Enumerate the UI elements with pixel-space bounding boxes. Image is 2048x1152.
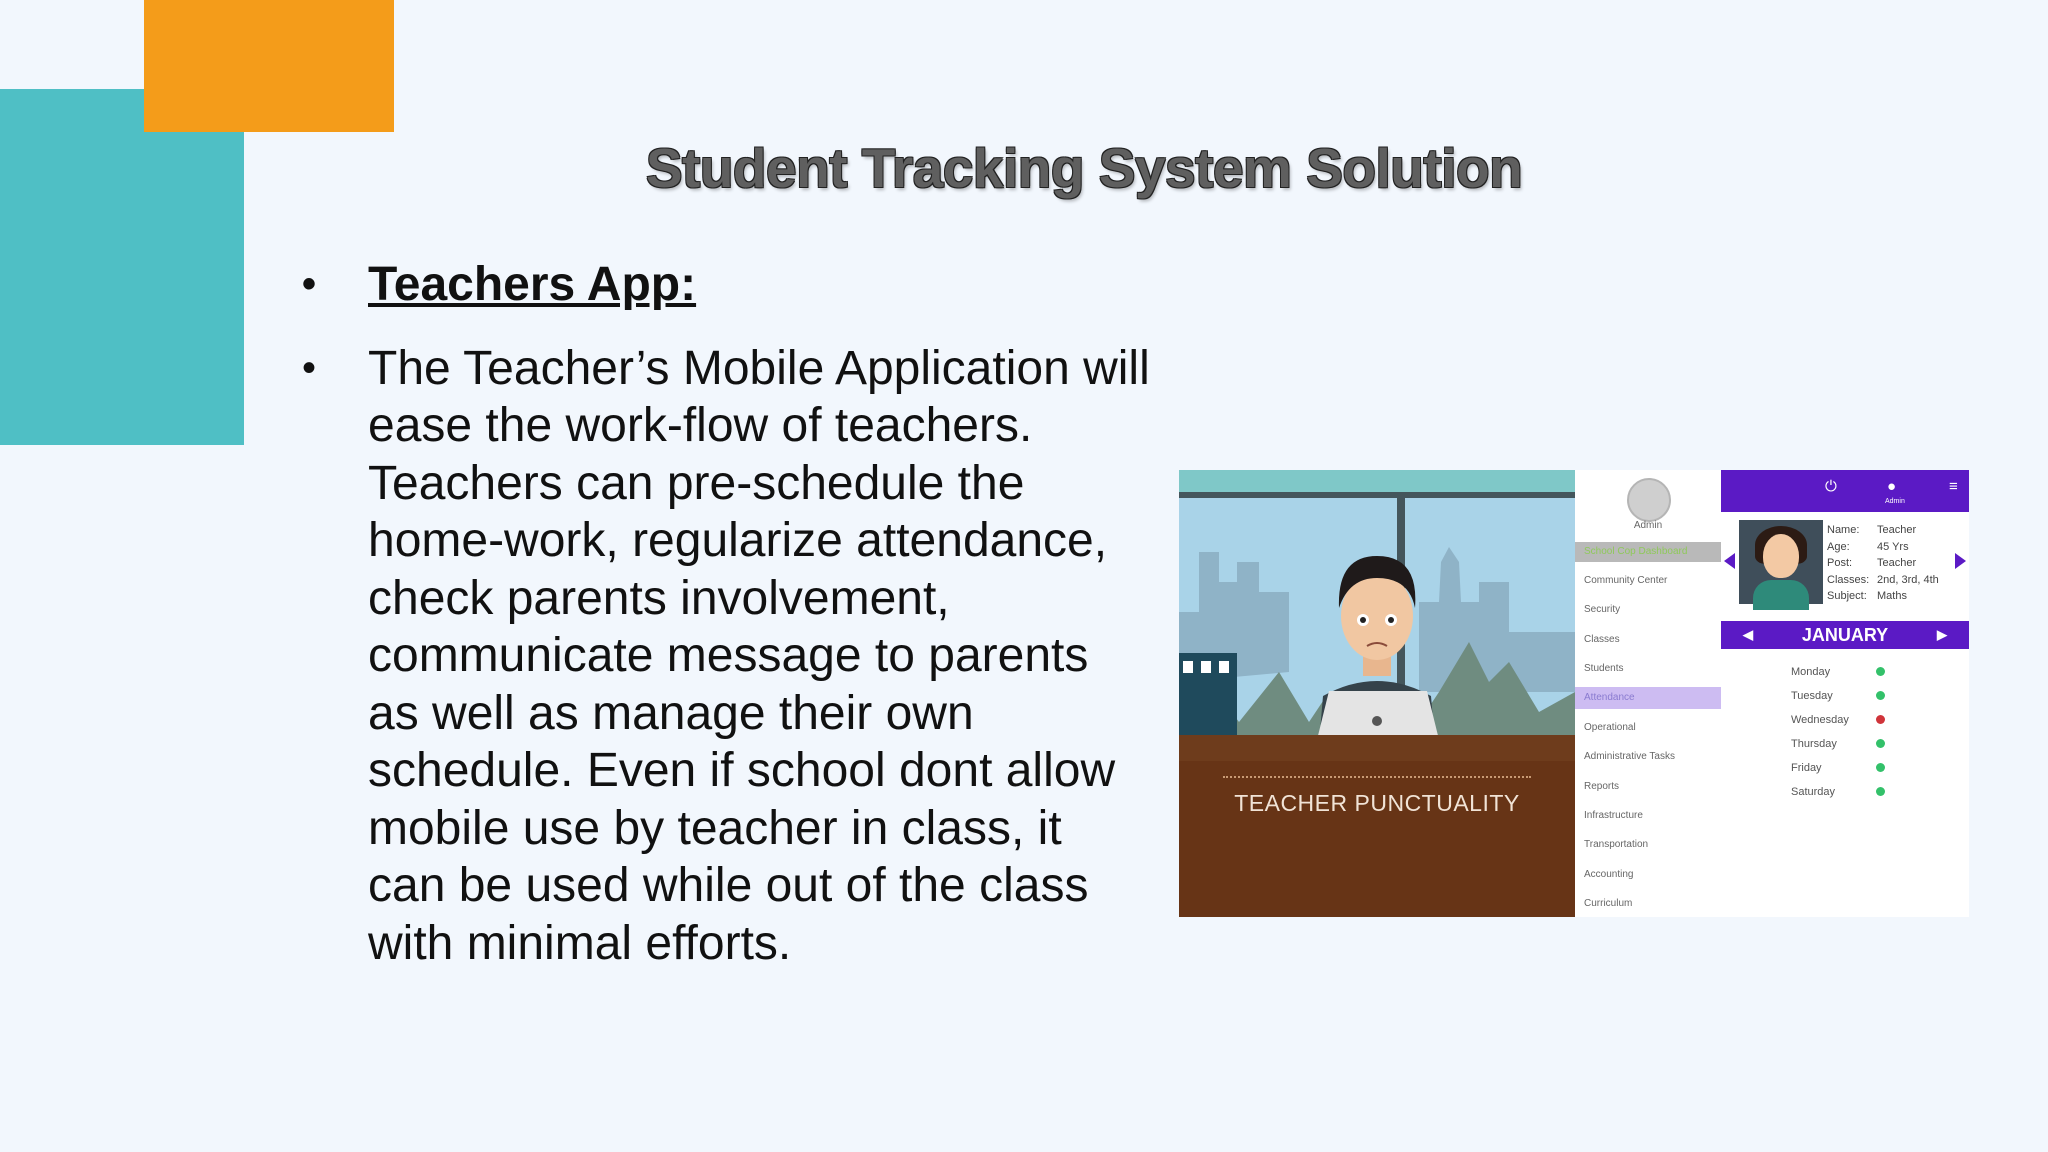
next-arrow-icon[interactable] (1955, 553, 1966, 569)
desk-top (1179, 735, 1575, 761)
topbar-admin-label: Admin (1885, 498, 1905, 505)
sidebar-item-students[interactable]: Students (1584, 662, 1624, 674)
bullet-body: The Teacher’s Mobile Application will ease the work-flow of teachers. Teachers can pre-schedule the home-work, regularize attendance, check parents involvement, communicate message to parents as well as manage their own schedule. Even if school dont allow mobile use by teacher in class, it can be used while out of the class with minimal efforts. (368, 341, 1150, 970)
month-label: JANUARY (1801, 625, 1889, 645)
info-key: Classes: (1827, 573, 1870, 586)
info-key: Age: (1827, 540, 1850, 553)
sidebar-item-administrative-tasks[interactable]: Administrative Tasks (1584, 751, 1675, 763)
status-dot-icon (1876, 691, 1885, 700)
status-dot-icon (1876, 763, 1885, 772)
day-label: Thursday (1791, 738, 1837, 750)
attendance-row (1791, 714, 1891, 738)
info-value: 2nd, 3rd, 4th (1877, 573, 1939, 586)
teacher-illustration (1179, 470, 1575, 917)
sidebar-item-dashboard[interactable]: School Cop Dashboard (1575, 542, 1721, 562)
attendance-row (1791, 786, 1891, 810)
sidebar-item-classes[interactable]: Classes (1584, 633, 1620, 645)
decor-orange-block (144, 0, 394, 132)
sidebar-item-security[interactable]: Security (1584, 604, 1621, 616)
bullet-icon: • (302, 262, 317, 306)
sidebar-item-infrastructure[interactable]: Infrastructure (1584, 810, 1643, 822)
desk-line (1223, 776, 1531, 778)
day-label: Saturday (1791, 786, 1836, 798)
sidebar-item-curriculum[interactable]: Curriculum (1584, 897, 1633, 909)
month-selector (1721, 621, 1969, 649)
prev-arrow-icon[interactable] (1724, 553, 1735, 569)
info-value: Maths (1877, 590, 1907, 602)
sidebar-item-accounting[interactable]: Accounting (1584, 868, 1634, 880)
bullet-item (300, 256, 1150, 314)
teacher-figure (1277, 516, 1477, 766)
sidebar-item-transportation[interactable]: Transportation (1584, 839, 1649, 851)
attendance-row (1791, 690, 1891, 714)
admin-label: Admin (1633, 520, 1663, 531)
binders (1179, 653, 1237, 735)
profile-info (1827, 522, 1939, 605)
desk (1179, 761, 1575, 917)
attendance-row (1791, 738, 1891, 762)
status-dot-icon (1876, 787, 1885, 796)
status-dot-icon (1876, 715, 1885, 724)
admin-avatar-icon (1627, 478, 1671, 522)
teacher-avatar (1739, 520, 1823, 604)
power-icon[interactable]: ⏻ (1825, 478, 1837, 495)
info-value: Teacher (1877, 557, 1917, 569)
user-icon[interactable]: ● (1887, 478, 1897, 495)
sidebar-item-reports[interactable]: Reports (1584, 780, 1620, 792)
bullet-heading: Teachers App: (368, 258, 697, 311)
day-label: Friday (1791, 762, 1822, 774)
scene-caption: TEACHER PUNCTUALITY (1234, 790, 1520, 816)
info-value: 45 Yrs (1877, 540, 1909, 553)
menu-icon[interactable]: ≡ (1949, 478, 1958, 495)
bullet-icon: • (302, 345, 317, 390)
bullet-list (300, 256, 1150, 972)
attendance-row (1791, 762, 1891, 786)
status-dot-icon (1876, 667, 1885, 676)
status-dot-icon (1876, 739, 1885, 748)
day-label: Tuesday (1791, 690, 1833, 702)
admin-sidebar (1575, 470, 1721, 917)
info-key: Post: (1827, 557, 1853, 569)
sidebar-item-community-center[interactable]: Community Center (1584, 575, 1668, 586)
day-label: Monday (1791, 666, 1831, 678)
attendance-row (1791, 666, 1891, 690)
bullet-item (300, 340, 1150, 973)
month-prev-icon[interactable]: ◀ (1743, 627, 1753, 642)
teacher-profile-pane (1721, 470, 1969, 917)
sidebar-item-attendance[interactable]: Attendance (1575, 687, 1721, 709)
month-next-icon[interactable]: ▶ (1937, 627, 1947, 642)
day-label: Wednesday (1791, 714, 1849, 726)
info-key: Name: (1827, 524, 1860, 536)
top-bar (1721, 470, 1969, 512)
app-screenshot-panel (1179, 470, 1969, 917)
info-value: Teacher (1877, 524, 1917, 536)
sidebar-menu (1575, 542, 1721, 917)
attendance-list (1791, 666, 1891, 810)
slide-title: Student Tracking System Solution (645, 137, 1523, 199)
info-key: Subject: (1827, 590, 1867, 602)
sidebar-item-operational[interactable]: Operational (1584, 722, 1636, 734)
ceiling-strip (1179, 470, 1575, 492)
